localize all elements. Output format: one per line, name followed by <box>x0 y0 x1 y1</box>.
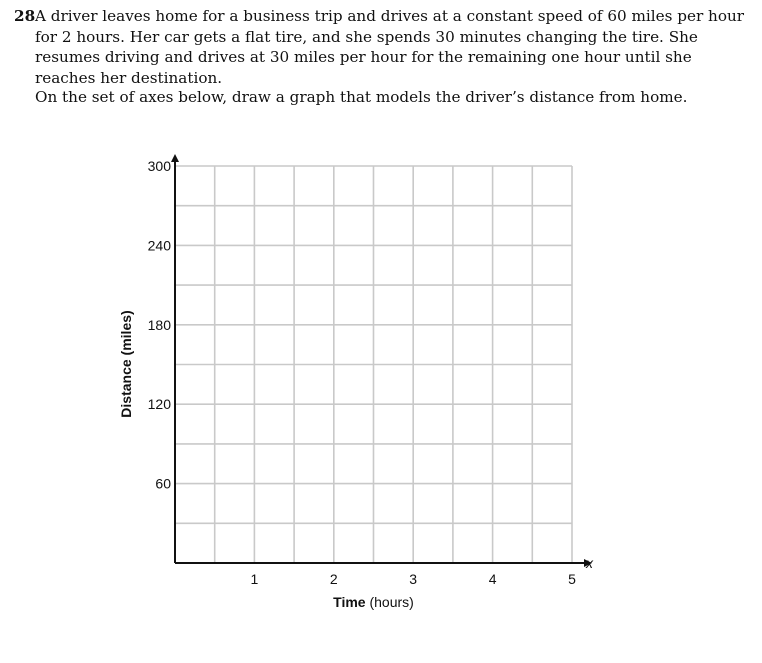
y-axis-arrowhead <box>171 154 179 162</box>
y-axis-label: Distance (miles) <box>118 310 134 418</box>
axes <box>171 154 594 571</box>
x-tick-label: 1 <box>250 571 259 587</box>
y-tick-label: 60 <box>155 475 171 492</box>
x-tick-label: 2 <box>329 571 338 587</box>
x-axis-label-unit: (hours) <box>365 594 414 610</box>
grid <box>175 166 572 563</box>
y-tick-label: 120 <box>147 396 171 413</box>
x-axis-label <box>333 594 414 610</box>
x-tick-labels <box>251 571 577 587</box>
x-tick-label: 5 <box>568 571 576 587</box>
y-tick-labels <box>148 158 172 492</box>
y-tick-label: 240 <box>147 237 171 254</box>
x-axis-letter: x <box>586 555 593 571</box>
y-tick-label: 300 <box>147 158 171 174</box>
x-tick-label: 4 <box>488 571 497 587</box>
question-number: 28 <box>14 7 36 25</box>
x-tick-label: 3 <box>409 571 418 587</box>
question-instruction: On the set of axes below, draw a graph that models the driver’s distance from home. <box>35 88 688 106</box>
question-text: A driver leaves home for a business trip and drives at a constant speed of 60 miles per hour for 2 hours. Her car gets a flat tire, and she spends 30 minutes changing the tire. She resumes driving and drives at 30 miles per hour for the remaining one hour until she reaches her destination. <box>35 7 745 87</box>
x-axis-label-bold: Time <box>333 594 366 610</box>
y-tick-label: 180 <box>147 316 171 333</box>
